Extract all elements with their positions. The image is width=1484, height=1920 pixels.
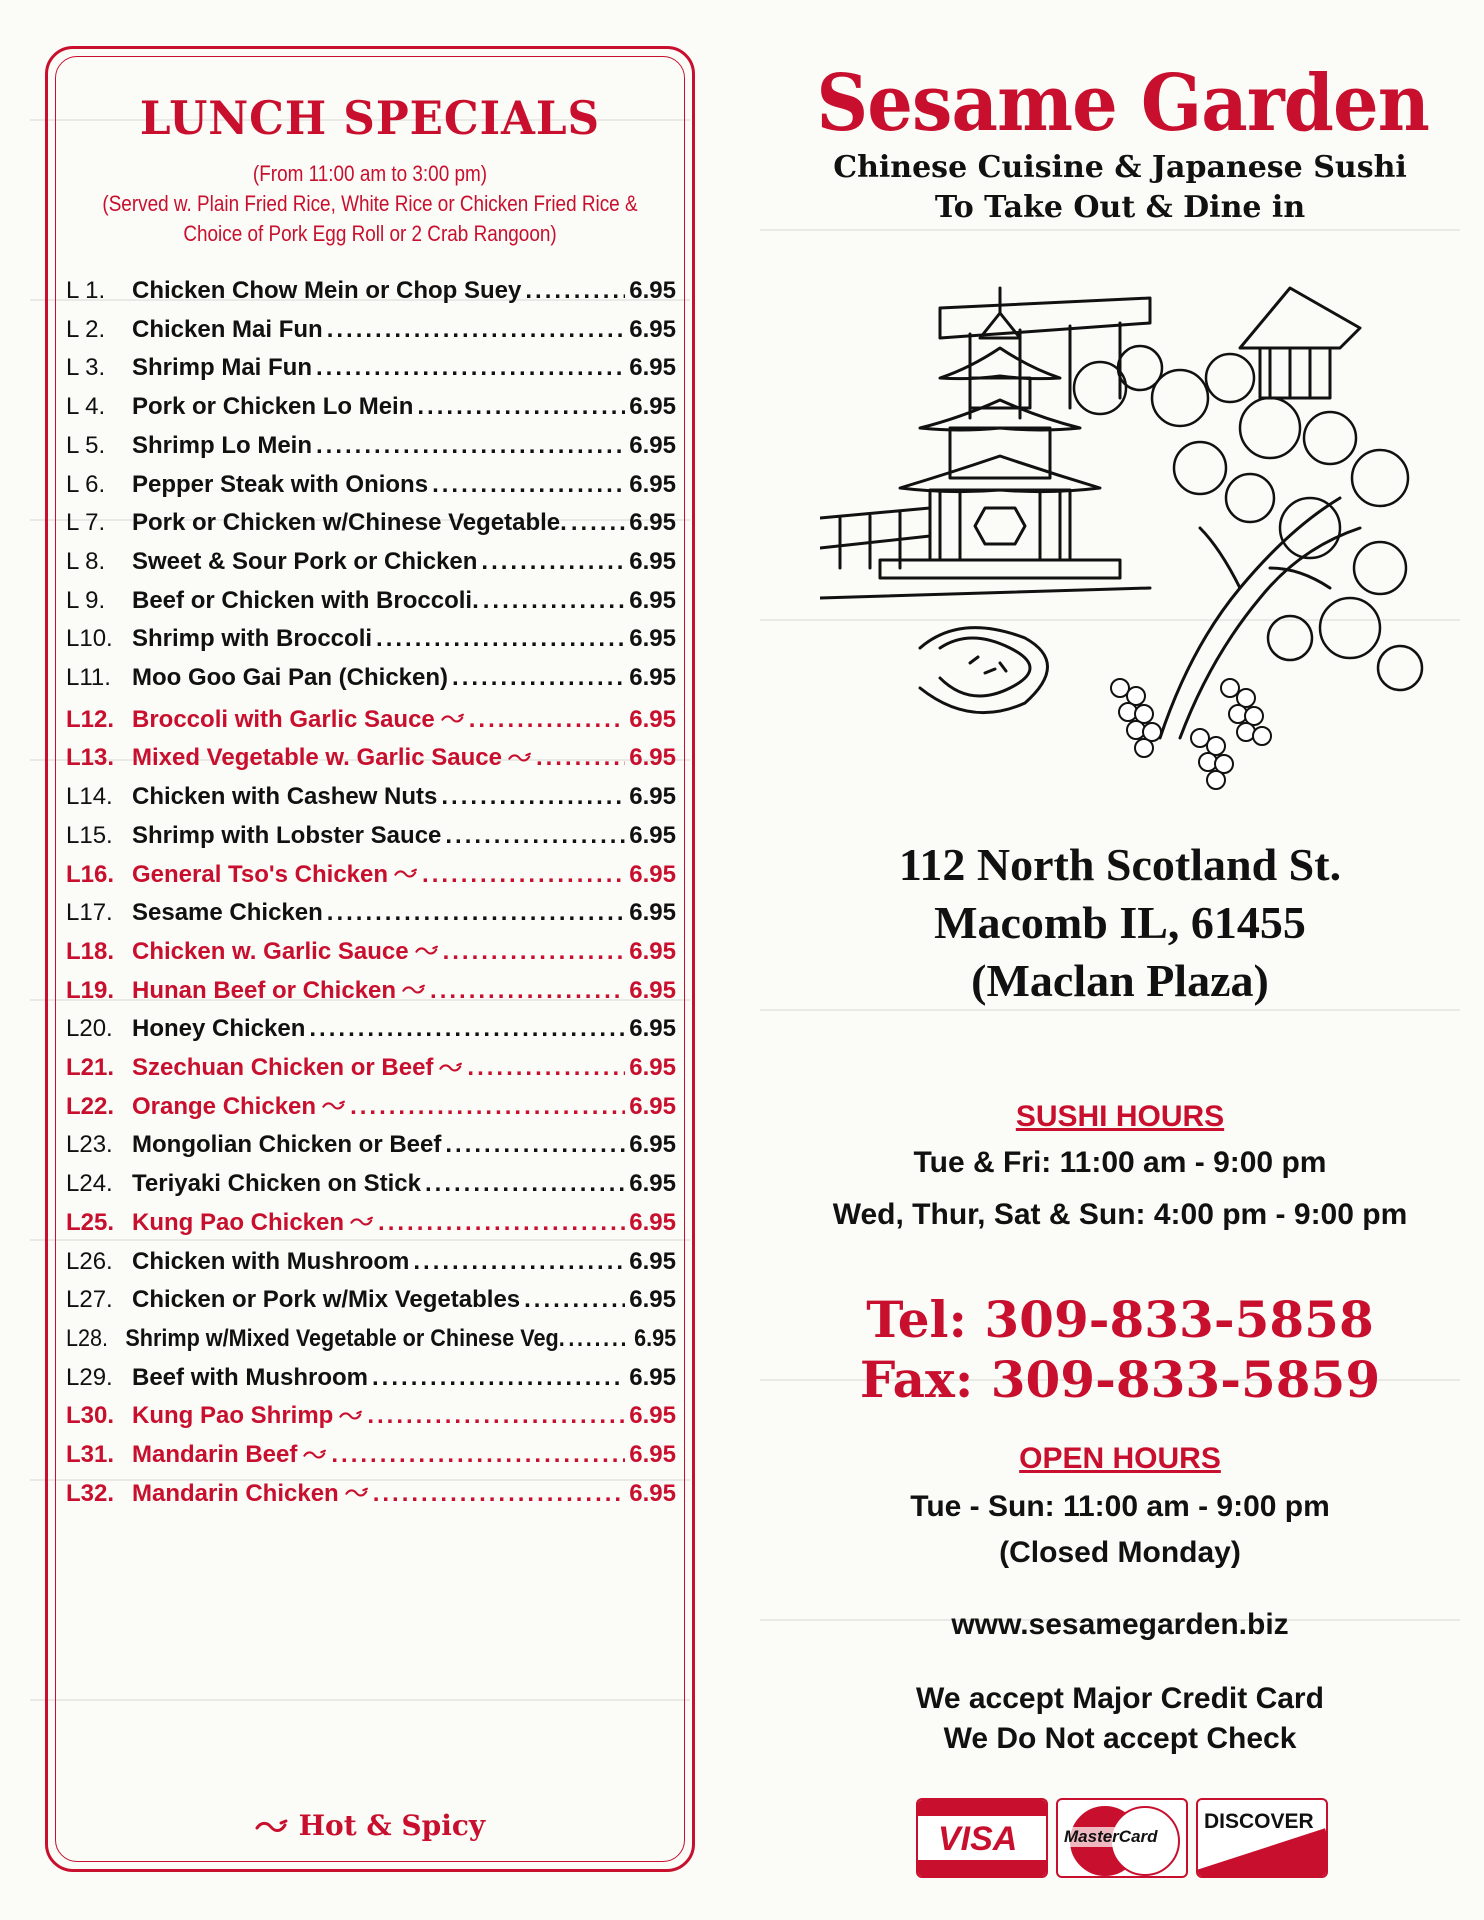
menu-item-price: 6.95 xyxy=(629,1441,676,1468)
menu-item-price: 6.95 xyxy=(629,937,676,965)
served-with-note-line2: Choice of Pork Egg Roll or 2 Crab Rangoon) xyxy=(183,221,557,246)
restaurant-name: Sesame Garden xyxy=(816,58,1429,149)
sushi-hours-line1: Tue & Fri: 11:00 am - 9:00 pm xyxy=(913,1146,1327,1179)
menu-item-name: Shrimp Lo Mein xyxy=(132,431,312,459)
dot-leader xyxy=(316,432,625,460)
menu-item xyxy=(66,1319,676,1359)
credit-card-logos xyxy=(916,1798,1328,1878)
menu-item xyxy=(66,542,676,582)
menu-item xyxy=(66,581,676,621)
menu-item-name: Kung Pao Chicken xyxy=(132,1208,345,1236)
menu-item-number: L13. xyxy=(66,744,115,772)
dot-leader xyxy=(524,1286,625,1314)
menu-item xyxy=(66,1048,676,1088)
menu-item-name: Shrimp with Broccoli xyxy=(132,625,373,653)
menu-item xyxy=(66,465,676,505)
menu-item-price: 6.95 xyxy=(629,625,676,653)
dot-leader xyxy=(432,471,625,499)
sushi-hours-heading: SUSHI HOURS xyxy=(1015,1100,1225,1133)
menu-item xyxy=(66,932,676,972)
dot-leader xyxy=(536,744,625,772)
menu-item-price: 6.95 xyxy=(629,1131,676,1159)
menu-item-price: 6.95 xyxy=(629,705,676,733)
menu-item-name: Mandarin Beef xyxy=(132,1441,298,1468)
dot-leader xyxy=(452,664,625,692)
dot-leader xyxy=(443,938,626,966)
menu-item-price: 6.95 xyxy=(629,509,676,537)
menu-item-name: Chicken with Cashew Nuts xyxy=(132,783,438,811)
menu-item-price: 6.95 xyxy=(629,315,676,343)
menu-item-name: Sweet & Sour Pork or Chicken xyxy=(132,547,478,575)
menu-item-number: L 3. xyxy=(66,354,106,382)
menu-item-price: 6.95 xyxy=(629,431,676,459)
menu-item-price: 6.95 xyxy=(634,1324,677,1352)
menu-item xyxy=(66,1396,676,1436)
menu-item-name: Orange Chicken xyxy=(132,1092,317,1120)
menu-item-name: Beef with Mushroom xyxy=(132,1363,369,1391)
menu-item-number: L17. xyxy=(66,899,113,927)
menu-item xyxy=(66,855,676,895)
menu-item-price: 6.95 xyxy=(629,1170,676,1198)
menu-item-number: L27. xyxy=(66,1286,113,1314)
open-hours-line1: Tue - Sun: 11:00 am - 9:00 pm xyxy=(910,1490,1330,1523)
chili-pepper-icon xyxy=(415,940,439,963)
menu-item xyxy=(66,777,676,817)
menu-item-name: Honey Chicken xyxy=(132,1015,306,1043)
address-city: Macomb IL, 61455 xyxy=(934,897,1306,948)
chili-pepper-icon xyxy=(339,1405,363,1428)
dot-leader xyxy=(413,1248,625,1276)
menu-item-number: L22. xyxy=(66,1092,115,1120)
menu-item-price: 6.95 xyxy=(629,277,676,304)
chili-pepper-icon xyxy=(402,979,426,1002)
chili-pepper-icon xyxy=(350,1211,374,1234)
dot-leader xyxy=(417,393,625,421)
dot-leader xyxy=(568,1325,630,1353)
menu-item-number: L16. xyxy=(66,860,115,888)
menu-item-price: 6.95 xyxy=(629,899,676,927)
menu-item-name: Moo Goo Gai Pan (Chicken) xyxy=(132,664,449,691)
menu-item xyxy=(66,893,676,933)
menu-item-name: Broccoli with Garlic Sauce xyxy=(132,705,435,733)
sushi-hours-line2: Wed, Thur, Sat & Sun: 4:00 pm - 9:00 pm xyxy=(832,1198,1408,1231)
menu-item-number: L15. xyxy=(66,821,113,849)
menu-item xyxy=(66,1358,676,1398)
payment-accept-note: We accept Major Credit Card xyxy=(916,1682,1324,1715)
menu-item xyxy=(66,700,676,740)
menu-item xyxy=(66,387,676,427)
menu-item xyxy=(66,1242,676,1282)
menu-item-price: 6.95 xyxy=(629,664,676,691)
dot-leader xyxy=(571,509,625,537)
menu-item xyxy=(66,1435,676,1475)
hot-spicy-legend xyxy=(48,1809,692,1842)
menu-item xyxy=(66,738,676,778)
menu-item-price: 6.95 xyxy=(629,1286,676,1314)
menu-item-name: Mongolian Chicken or Beef xyxy=(132,1131,442,1159)
pagoda-garden-illustration xyxy=(820,268,1430,808)
dot-leader xyxy=(327,316,626,344)
menu-item-name: Mandarin Chicken xyxy=(132,1479,339,1507)
menu-item-price: 6.95 xyxy=(629,860,676,888)
menu-item-price: 6.95 xyxy=(629,744,676,772)
menu-item xyxy=(66,1203,676,1243)
menu-item-name: Hunan Beef or Chicken xyxy=(132,976,397,1004)
website-link[interactable]: www.sesamegarden.biz xyxy=(951,1608,1289,1641)
dot-leader xyxy=(445,822,625,850)
menu-item-name: Shrimp Mai Fun xyxy=(132,354,312,382)
menu-item-number: L30. xyxy=(66,1402,115,1430)
menu-item-number: L21. xyxy=(66,1054,115,1081)
menu-item xyxy=(66,816,676,856)
menu-item-price: 6.95 xyxy=(629,547,676,575)
chili-pepper-icon xyxy=(255,1809,299,1842)
menu-item xyxy=(66,1009,676,1049)
menu-item-number: L 2. xyxy=(66,315,106,343)
lunch-specials-title: LUNCH SPECIALS xyxy=(139,91,601,145)
menu-item-number: L32. xyxy=(66,1479,115,1507)
menu-item-number: L25. xyxy=(66,1208,115,1236)
menu-item-price: 6.95 xyxy=(629,1208,676,1236)
menu-item-name: Chicken Chow Mein or Chop Suey xyxy=(132,277,522,304)
menu-item-price: 6.95 xyxy=(629,821,676,849)
lunch-specials-panel xyxy=(45,46,695,1872)
menu-item xyxy=(66,271,676,311)
chili-pepper-icon xyxy=(394,863,418,886)
tagline-takeout: To Take Out & Dine in xyxy=(934,190,1306,225)
menu-item-price: 6.95 xyxy=(629,1092,676,1120)
dot-leader xyxy=(441,783,625,811)
chili-pepper-icon xyxy=(441,708,465,731)
dot-leader xyxy=(327,899,626,927)
menu-item-price: 6.95 xyxy=(629,354,676,382)
telephone-number[interactable]: Tel: 309-833-5858 xyxy=(866,1290,1374,1349)
menu-item-number: L14. xyxy=(66,783,113,811)
menu-item-price: 6.95 xyxy=(629,1479,676,1507)
menu-item-number: L10. xyxy=(66,625,113,653)
dot-leader xyxy=(378,1209,625,1237)
menu-item-name: Shrimp w/Mixed Vegetable or Chinese Veg. xyxy=(125,1324,565,1352)
dot-leader xyxy=(367,1402,625,1430)
fax-number: Fax: 309-833-5859 xyxy=(859,1350,1381,1409)
discover-logo: DISCOVER xyxy=(1196,1798,1328,1878)
menu-item-price: 6.95 xyxy=(629,1054,676,1081)
menu-item-name: Pork or Chicken Lo Mein xyxy=(132,393,414,421)
menu-item-number: L 1. xyxy=(66,277,106,304)
menu-item-name: Teriyaki Chicken on Stick xyxy=(132,1170,421,1198)
dot-leader xyxy=(425,1170,625,1198)
tagline-cuisine: Chinese Cuisine & Japanese Sushi xyxy=(833,150,1407,185)
menu-item-number: L 5. xyxy=(66,431,106,459)
dot-leader xyxy=(430,977,625,1005)
dot-leader xyxy=(372,1364,625,1392)
dot-leader xyxy=(445,1131,625,1159)
menu-item-name: Szechuan Chicken or Beef xyxy=(132,1054,434,1081)
hot-spicy-label: Hot & Spicy xyxy=(298,1809,486,1842)
menu-item xyxy=(66,1125,676,1165)
chili-pepper-icon xyxy=(303,1444,327,1467)
menu-item xyxy=(66,971,676,1011)
mastercard-logo: MasterCard xyxy=(1056,1798,1188,1878)
menu-item-price: 6.95 xyxy=(629,1402,676,1430)
dot-leader xyxy=(309,1015,625,1043)
dot-leader xyxy=(483,587,626,615)
menu-item xyxy=(66,1164,676,1204)
chili-pepper-icon xyxy=(322,1095,346,1118)
menu-item xyxy=(66,310,676,350)
menu-item-price: 6.95 xyxy=(629,783,676,811)
menu-item-name: Chicken or Pork w/Mix Vegetables xyxy=(132,1286,521,1314)
menu-item-name: General Tso's Chicken xyxy=(132,860,389,888)
dot-leader xyxy=(467,1054,625,1082)
menu-item-price: 6.95 xyxy=(629,1363,676,1391)
menu-item-number: L29. xyxy=(66,1363,113,1391)
menu-item-name: Chicken Mai Fun xyxy=(132,315,323,343)
menu-item xyxy=(66,426,676,466)
menu-item xyxy=(66,348,676,388)
menu-item-price: 6.95 xyxy=(629,586,676,614)
chili-pepper-icon xyxy=(439,1057,463,1080)
dot-leader xyxy=(422,861,625,889)
menu-item-name: Mixed Vegetable w. Garlic Sauce xyxy=(132,744,502,772)
chili-pepper-icon xyxy=(508,747,532,770)
dot-leader xyxy=(376,625,625,653)
menu-item-number: L26. xyxy=(66,1247,113,1275)
menu-item-name: Chicken with Mushroom xyxy=(132,1247,410,1275)
address-plaza: (Maclan Plaza) xyxy=(971,955,1269,1006)
dot-leader xyxy=(469,706,626,734)
dot-leader xyxy=(316,354,625,382)
payment-no-check-note: We Do Not accept Check xyxy=(943,1722,1297,1755)
menu-item-number: L 7. xyxy=(66,509,106,537)
menu-item xyxy=(66,1280,676,1320)
menu-item-number: L11. xyxy=(66,664,111,691)
menu-item-name: Beef or Chicken with Broccoli. xyxy=(132,586,479,614)
menu-item xyxy=(66,503,676,543)
menu-item-price: 6.95 xyxy=(629,393,676,421)
menu-item xyxy=(66,1087,676,1127)
menu-item-name: Pork or Chicken w/Chinese Vegetable. xyxy=(132,509,567,537)
menu-item-name: Kung Pao Shrimp xyxy=(132,1402,334,1430)
address-street: 112 North Scotland St. xyxy=(898,839,1342,890)
menu-item-name: Sesame Chicken xyxy=(132,899,323,927)
menu-item-name: Chicken w. Garlic Sauce xyxy=(132,937,409,965)
menu-item-price: 6.95 xyxy=(629,1015,676,1043)
menu-item-price: 6.95 xyxy=(629,1247,676,1275)
menu-item xyxy=(66,1474,676,1514)
menu-item xyxy=(66,658,676,698)
menu-item-price: 6.95 xyxy=(629,470,676,498)
menu-item-price: 6.95 xyxy=(629,976,676,1004)
dot-leader xyxy=(373,1480,626,1508)
open-hours-heading: OPEN HOURS xyxy=(1019,1442,1221,1475)
menu-item-number: L31. xyxy=(66,1441,115,1468)
menu-item-number: L23. xyxy=(66,1131,113,1159)
menu-item-number: L24. xyxy=(66,1170,113,1198)
menu-item-name: Shrimp with Lobster Sauce xyxy=(132,821,442,849)
dot-leader xyxy=(525,277,625,305)
menu-item-number: L12. xyxy=(66,705,115,733)
dot-leader xyxy=(481,548,625,576)
menu-item-number: L18. xyxy=(66,937,115,965)
chili-pepper-icon xyxy=(345,1482,369,1505)
menu-item-number: L20. xyxy=(66,1015,113,1043)
lunch-hours-note: (From 11:00 am to 3:00 pm) xyxy=(252,161,488,186)
menu-item-name: Pepper Steak with Onions xyxy=(132,470,429,498)
menu-item-number: L 6. xyxy=(66,470,106,498)
menu-item-number: L19. xyxy=(66,976,115,1004)
menu-item-number: L 4. xyxy=(66,393,106,421)
closed-monday-note: (Closed Monday) xyxy=(999,1536,1241,1569)
menu-item-number: L 8. xyxy=(66,547,106,575)
menu-item xyxy=(66,619,676,659)
dot-leader xyxy=(350,1093,625,1121)
dot-leader xyxy=(331,1441,625,1469)
visa-logo: VISA xyxy=(916,1798,1048,1878)
menu-item-number: L28. xyxy=(66,1324,109,1352)
menu-item-number: L 9. xyxy=(66,586,106,614)
served-with-note-line1: (Served w. Plain Fried Rice, White Rice or Chicken Fried Rice & xyxy=(102,191,638,216)
